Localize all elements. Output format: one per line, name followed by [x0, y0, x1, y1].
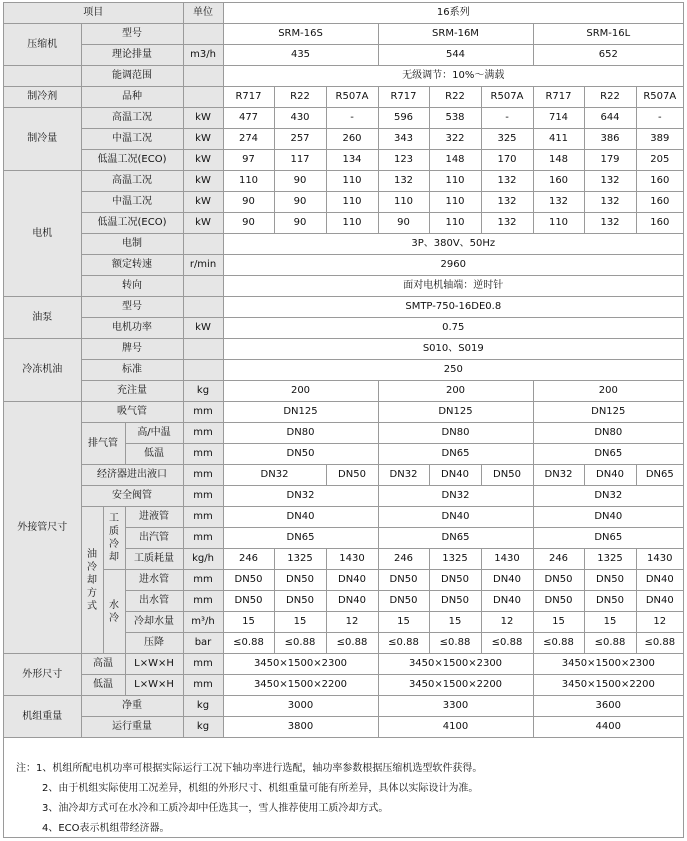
- weight-unit: kg: [183, 717, 223, 738]
- net-weight-value: 3600: [533, 696, 683, 717]
- suction-row: [4, 402, 683, 423]
- net-weight-value: 3000: [223, 696, 378, 717]
- suction-value: DN125: [223, 402, 378, 423]
- weight-unit: kg: [183, 696, 223, 717]
- water-flow-value: 12: [326, 612, 378, 633]
- water-out-value: DN50: [533, 591, 584, 612]
- water-flow-value: 15: [584, 612, 636, 633]
- economizer-value: DN40: [429, 465, 481, 486]
- compressor-model-row: [4, 24, 683, 45]
- water-in-value: DN40: [481, 570, 533, 591]
- pipe-unit: mm: [183, 465, 223, 486]
- motor-group: 电机: [4, 171, 81, 297]
- cooling-value: -: [481, 108, 533, 129]
- medium-out-label: 出汽管: [125, 528, 183, 549]
- motor-speed-label: 额定转速: [81, 255, 183, 276]
- oil-charge-value: 200: [533, 381, 683, 402]
- pressure-drop-unit: bar: [183, 633, 223, 654]
- cooling-mid-row: [4, 129, 683, 150]
- motor-unit: kW: [183, 213, 223, 234]
- pressure-drop-value: ≤0.88: [378, 633, 429, 654]
- displacement-value: 652: [533, 45, 683, 66]
- medium-consumption-value: 246: [533, 549, 584, 570]
- cooling-unit: kW: [183, 150, 223, 171]
- motor-value: 110: [326, 192, 378, 213]
- motor-value: 132: [481, 213, 533, 234]
- water-flow-value: 12: [636, 612, 683, 633]
- pipes-group: 外接管尺寸: [4, 402, 81, 654]
- motor-value: 110: [429, 171, 481, 192]
- water-in-row: [4, 570, 683, 591]
- oil-pump-power-value: 0.75: [223, 318, 683, 339]
- cooling-value: 411: [533, 129, 584, 150]
- water-flow-value: 15: [378, 612, 429, 633]
- suction-value: DN125: [378, 402, 533, 423]
- spec-table: [4, 3, 683, 738]
- cooling-value: 389: [636, 129, 683, 150]
- weight-group: 机组重量: [4, 696, 81, 738]
- medium-consumption-value: 246: [223, 549, 274, 570]
- suction-label: 吸气管: [81, 402, 183, 423]
- dim-format-label: L×W×H: [125, 654, 183, 675]
- water-flow-value: 15: [429, 612, 481, 633]
- dim-low-value: 3450×1500×2200: [223, 675, 378, 696]
- motor-mid-row: [4, 192, 683, 213]
- motor-value: 90: [274, 171, 326, 192]
- cooling-high-row: [4, 108, 683, 129]
- motor-value: 110: [533, 213, 584, 234]
- discharge-high-value: DN80: [223, 423, 378, 444]
- pipe-unit: mm: [183, 507, 223, 528]
- oil-brand-row: [4, 339, 683, 360]
- displacement-label: 理论排量: [81, 45, 183, 66]
- medium-consumption-value: 1430: [636, 549, 683, 570]
- oil-pump-group: 油泵: [4, 297, 81, 339]
- operating-weight-label: 运行重量: [81, 717, 183, 738]
- dim-high-row: [4, 654, 683, 675]
- header-series: 16系列: [223, 3, 683, 24]
- water-out-value: DN40: [636, 591, 683, 612]
- motor-value: 132: [481, 192, 533, 213]
- pipe-unit: mm: [183, 528, 223, 549]
- notes: [4, 759, 683, 839]
- water-out-value: DN40: [326, 591, 378, 612]
- motor-value: 90: [223, 192, 274, 213]
- cooling-unit: kW: [183, 108, 223, 129]
- motor-rotation-value: 面对电机轴端：逆时针: [223, 276, 683, 297]
- discharge-high-value: DN80: [533, 423, 683, 444]
- medium-consumption-value: 1430: [481, 549, 533, 570]
- cooling-row-label: 中温工况: [81, 129, 183, 150]
- medium-in-row: [4, 507, 683, 528]
- motor-rotation-unit: [183, 276, 223, 297]
- discharge-high-row: [4, 423, 683, 444]
- dim-high-value: 3450×1500×2300: [533, 654, 683, 675]
- medium-out-value: DN65: [533, 528, 683, 549]
- water-flow-label: 冷却水量: [125, 612, 183, 633]
- safety-valve-row: [4, 486, 683, 507]
- motor-value: 160: [533, 171, 584, 192]
- refrigerant-type: R507A: [481, 87, 533, 108]
- oil-charge-unit: kg: [183, 381, 223, 402]
- motor-system-row: [4, 234, 683, 255]
- medium-consumption-unit: kg/h: [183, 549, 223, 570]
- pipe-unit: mm: [183, 423, 223, 444]
- refrigerant-type: R22: [274, 87, 326, 108]
- cooling-value: 477: [223, 108, 274, 129]
- water-out-value: DN50: [274, 591, 326, 612]
- pressure-drop-label: 压降: [125, 633, 183, 654]
- cooling-value: 644: [584, 108, 636, 129]
- refrigerant-type: R507A: [326, 87, 378, 108]
- water-in-value: DN40: [636, 570, 683, 591]
- cooling-value: 148: [429, 150, 481, 171]
- motor-value: 160: [636, 213, 683, 234]
- cooling-value: 134: [326, 150, 378, 171]
- safety-value: DN32: [533, 486, 683, 507]
- compressor-model-unit: [183, 24, 223, 45]
- cooling-value: -: [636, 108, 683, 129]
- cooling-value: 260: [326, 129, 378, 150]
- pipe-unit: mm: [183, 444, 223, 465]
- pressure-drop-value: ≤0.88: [636, 633, 683, 654]
- medium-in-value: DN40: [378, 507, 533, 528]
- displacement-value: 435: [223, 45, 378, 66]
- economizer-row: [4, 465, 683, 486]
- cooling-value: 179: [584, 150, 636, 171]
- refrigerant-row: [4, 87, 683, 108]
- water-flow-value: 15: [223, 612, 274, 633]
- oil-pump-model-unit: [183, 297, 223, 318]
- net-weight-label: 净重: [81, 696, 183, 717]
- water-out-value: DN50: [429, 591, 481, 612]
- cooling-value: 322: [429, 129, 481, 150]
- cooling-value: 257: [274, 129, 326, 150]
- displacement-row: [4, 45, 683, 66]
- motor-value: 90: [223, 213, 274, 234]
- note-item: 4、ECO表示机组带经济器。: [42, 823, 170, 834]
- motor-value: 110: [326, 213, 378, 234]
- note-item: 注：1、机组所配电机功率可根据实际运行工况下轴功率进行选配，轴功率参数根据压缩机选型软件获得。: [16, 763, 483, 774]
- water-in-value: DN50: [533, 570, 584, 591]
- model-name: SRM-16M: [378, 24, 533, 45]
- oil-charge-value: 200: [223, 381, 378, 402]
- oil-brand-label: 牌号: [81, 339, 183, 360]
- water-in-value: DN50: [429, 570, 481, 591]
- medium-cooling-label: 工质冷却: [103, 507, 125, 570]
- medium-consumption-value: 1325: [429, 549, 481, 570]
- note-item: 3、油冷却方式可在水冷和工质冷却中任选其一，雪人推荐使用工质冷却方式。: [42, 803, 389, 814]
- refrigerant-type: R22: [429, 87, 481, 108]
- oil-charge-row: [4, 381, 683, 402]
- dim-high-value: 3450×1500×2300: [378, 654, 533, 675]
- motor-value: 160: [636, 192, 683, 213]
- water-out-value: DN50: [584, 591, 636, 612]
- cooling-capacity-group: 制冷量: [4, 108, 81, 171]
- dim-low-row: [4, 675, 683, 696]
- water-flow-unit: m³/h: [183, 612, 223, 633]
- medium-consumption-label: 工质耗量: [125, 549, 183, 570]
- oil-brand-value: S010、S019: [223, 339, 683, 360]
- displacement-unit: m3/h: [183, 45, 223, 66]
- operating-weight-value: 3800: [223, 717, 378, 738]
- motor-speed-value: 2960: [223, 255, 683, 276]
- discharge-low-value: DN65: [533, 444, 683, 465]
- model-name: SRM-16S: [223, 24, 378, 45]
- spec-sheet: [3, 2, 684, 838]
- motor-speed-unit: r/min: [183, 255, 223, 276]
- pressure-drop-value: ≤0.88: [429, 633, 481, 654]
- discharge-low-label: 低温: [125, 444, 183, 465]
- motor-rotation-label: 转向: [81, 276, 183, 297]
- water-flow-value: 15: [533, 612, 584, 633]
- pipe-unit: mm: [183, 591, 223, 612]
- cooling-value: 538: [429, 108, 481, 129]
- economizer-label: 经济器进出液口: [81, 465, 183, 486]
- economizer-value: DN50: [481, 465, 533, 486]
- pipe-unit: mm: [183, 570, 223, 591]
- capacity-range-unit: [183, 66, 223, 87]
- economizer-value: DN32: [223, 465, 326, 486]
- medium-consumption-value: 246: [378, 549, 429, 570]
- pressure-drop-value: ≤0.88: [274, 633, 326, 654]
- safety-value: DN32: [223, 486, 378, 507]
- medium-out-value: DN65: [378, 528, 533, 549]
- water-in-value: DN50: [584, 570, 636, 591]
- motor-rotation-row: [4, 276, 683, 297]
- motor-value: 160: [636, 171, 683, 192]
- header-item: 项目: [4, 3, 183, 24]
- cooling-row-label: 低温工况(ECO): [81, 150, 183, 171]
- water-in-value: DN40: [326, 570, 378, 591]
- cooling-value: -: [326, 108, 378, 129]
- oil-standard-label: 标准: [81, 360, 183, 381]
- motor-value: 110: [326, 171, 378, 192]
- motor-value: 110: [378, 192, 429, 213]
- water-out-value: DN50: [378, 591, 429, 612]
- dim-low-label: 低温: [81, 675, 125, 696]
- refrigerant-group: 制冷剂: [4, 87, 81, 108]
- economizer-value: DN32: [533, 465, 584, 486]
- dim-low-value: 3450×1500×2200: [533, 675, 683, 696]
- motor-unit: kW: [183, 192, 223, 213]
- pressure-drop-value: ≤0.88: [223, 633, 274, 654]
- cooling-value: 596: [378, 108, 429, 129]
- motor-value: 132: [584, 171, 636, 192]
- refrigerant-type: R717: [378, 87, 429, 108]
- discharge-low-value: DN50: [223, 444, 378, 465]
- motor-system-unit: [183, 234, 223, 255]
- water-flow-value: 12: [481, 612, 533, 633]
- cooling-value: 343: [378, 129, 429, 150]
- dim-format-label: L×W×H: [125, 675, 183, 696]
- cooling-unit: kW: [183, 129, 223, 150]
- cooling-low-row: [4, 150, 683, 171]
- header-unit: 单位: [183, 3, 223, 24]
- cooling-value: 274: [223, 129, 274, 150]
- medium-in-label: 进液管: [125, 507, 183, 528]
- cooling-row-label: 高温工况: [81, 108, 183, 129]
- water-in-value: DN50: [223, 570, 274, 591]
- dim-unit: mm: [183, 675, 223, 696]
- net-weight-row: [4, 696, 683, 717]
- motor-value: 132: [533, 192, 584, 213]
- pressure-drop-value: ≤0.88: [326, 633, 378, 654]
- oil-charge-label: 充注量: [81, 381, 183, 402]
- cooling-value: 117: [274, 150, 326, 171]
- motor-high-row: [4, 171, 683, 192]
- compressor-model-label: 型号: [81, 24, 183, 45]
- cooling-value: 123: [378, 150, 429, 171]
- oil-pump-power-unit: kW: [183, 318, 223, 339]
- operating-weight-row: [4, 717, 683, 738]
- refrigerant-unit: [183, 87, 223, 108]
- refrigerant-type: R507A: [636, 87, 683, 108]
- water-out-value: DN40: [481, 591, 533, 612]
- capacity-range-value: 无级调节：10%～满载: [223, 66, 683, 87]
- motor-value: 132: [481, 171, 533, 192]
- oil-brand-unit: [183, 339, 223, 360]
- water-flow-value: 15: [274, 612, 326, 633]
- oil-pump-model-value: SMTP-750-16DE0.8: [223, 297, 683, 318]
- oil-standard-unit: [183, 360, 223, 381]
- cooling-value: 205: [636, 150, 683, 171]
- oil-charge-value: 200: [378, 381, 533, 402]
- medium-consumption-value: 1325: [274, 549, 326, 570]
- dim-unit: mm: [183, 654, 223, 675]
- pipe-unit: mm: [183, 486, 223, 507]
- oil-pump-model-row: [4, 297, 683, 318]
- refrigerant-type: R22: [584, 87, 636, 108]
- operating-weight-value: 4100: [378, 717, 533, 738]
- cooling-value: 170: [481, 150, 533, 171]
- displacement-value: 544: [378, 45, 533, 66]
- cooling-value: 386: [584, 129, 636, 150]
- operating-weight-value: 4400: [533, 717, 683, 738]
- motor-value: 132: [584, 213, 636, 234]
- refrigerant-type: R717: [223, 87, 274, 108]
- suction-value: DN125: [533, 402, 683, 423]
- motor-value: 90: [274, 192, 326, 213]
- oil-standard-row: [4, 360, 683, 381]
- discharge-high-value: DN80: [378, 423, 533, 444]
- header-row: [4, 3, 683, 24]
- cooling-value: 430: [274, 108, 326, 129]
- motor-row-label: 中温工况: [81, 192, 183, 213]
- motor-value: 110: [223, 171, 274, 192]
- water-out-label: 出水管: [125, 591, 183, 612]
- pressure-drop-value: ≤0.88: [584, 633, 636, 654]
- oil-pump-power-row: [4, 318, 683, 339]
- motor-speed-row: [4, 255, 683, 276]
- economizer-value: DN65: [636, 465, 683, 486]
- cooling-value: 97: [223, 150, 274, 171]
- motor-unit: kW: [183, 171, 223, 192]
- dimensions-group: 外形尺寸: [4, 654, 81, 696]
- capacity-range-label: 能调范围: [81, 66, 183, 87]
- cooling-value: 714: [533, 108, 584, 129]
- motor-system-value: 3P、380V、50Hz: [223, 234, 683, 255]
- net-weight-value: 3300: [378, 696, 533, 717]
- economizer-value: DN40: [584, 465, 636, 486]
- dim-low-value: 3450×1500×2200: [378, 675, 533, 696]
- motor-value: 90: [378, 213, 429, 234]
- water-in-value: DN50: [274, 570, 326, 591]
- cooling-value: 325: [481, 129, 533, 150]
- motor-value: 90: [274, 213, 326, 234]
- medium-consumption-value: 1325: [584, 549, 636, 570]
- safety-value: DN32: [378, 486, 533, 507]
- water-cooling-label: 水冷: [103, 570, 125, 654]
- discharge-high-label: 高/中温: [125, 423, 183, 444]
- pipe-unit: mm: [183, 402, 223, 423]
- economizer-value: DN32: [378, 465, 429, 486]
- oil-cooling-label: 油冷却方式: [81, 507, 103, 654]
- pressure-drop-value: ≤0.88: [481, 633, 533, 654]
- motor-system-label: 电制: [81, 234, 183, 255]
- motor-value: 110: [429, 213, 481, 234]
- motor-row-label: 高温工况: [81, 171, 183, 192]
- capacity-range-group: [4, 66, 81, 87]
- oil-pump-model-label: 型号: [81, 297, 183, 318]
- note-item: 2、由于机组实际使用工况差异，机组的外形尺寸、机组重量可能有所差异，具体以实际设计为准。: [42, 783, 479, 794]
- dim-high-label: 高温: [81, 654, 125, 675]
- motor-value: 110: [429, 192, 481, 213]
- pressure-drop-value: ≤0.88: [533, 633, 584, 654]
- economizer-value: DN50: [326, 465, 378, 486]
- refrigerant-type: R717: [533, 87, 584, 108]
- model-name: SRM-16L: [533, 24, 683, 45]
- motor-row-label: 低温工况(ECO): [81, 213, 183, 234]
- cooling-value: 148: [533, 150, 584, 171]
- motor-value: 132: [584, 192, 636, 213]
- motor-low-row: [4, 213, 683, 234]
- discharge-low-value: DN65: [378, 444, 533, 465]
- medium-in-value: DN40: [223, 507, 378, 528]
- discharge-label: 排气管: [81, 423, 125, 465]
- medium-consumption-value: 1430: [326, 549, 378, 570]
- compressor-group: 压缩机: [4, 24, 81, 66]
- oil-pump-power-label: 电机功率: [81, 318, 183, 339]
- oil-group: 冷冻机油: [4, 339, 81, 402]
- water-in-label: 进水管: [125, 570, 183, 591]
- water-out-value: DN50: [223, 591, 274, 612]
- water-in-value: DN50: [378, 570, 429, 591]
- medium-out-value: DN65: [223, 528, 378, 549]
- dim-high-value: 3450×1500×2300: [223, 654, 378, 675]
- oil-standard-value: 250: [223, 360, 683, 381]
- capacity-range-row: [4, 66, 683, 87]
- refrigerant-label: 品种: [81, 87, 183, 108]
- safety-label: 安全阀管: [81, 486, 183, 507]
- medium-in-value: DN40: [533, 507, 683, 528]
- motor-value: 132: [378, 171, 429, 192]
